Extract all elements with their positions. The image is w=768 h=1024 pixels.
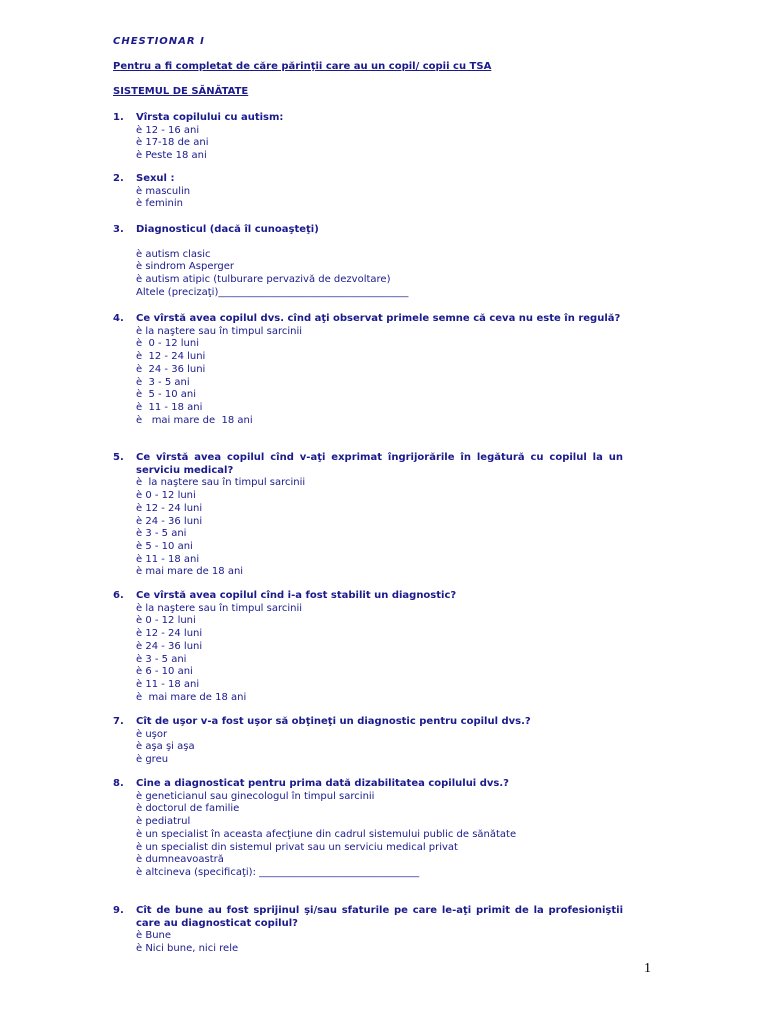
question-heading <box>113 905 623 930</box>
answer-option[interactable]: è 5 - 10 ani <box>136 540 193 552</box>
answer-option[interactable]: è 11 - 18 ani <box>136 401 203 413</box>
question-1 <box>113 112 623 163</box>
answer-option[interactable]: è 0 - 12 luni <box>136 615 196 627</box>
question-3 <box>113 224 623 300</box>
answer-option[interactable]: è feminin <box>136 198 183 210</box>
answer-option[interactable]: è dumneavoastră <box>136 854 224 866</box>
question-text: Diagnosticul (dacă îl cunoaşteţi) <box>136 224 319 235</box>
page-number: 1 <box>644 961 651 976</box>
option-list <box>136 791 623 880</box>
option-list <box>136 237 623 300</box>
question-number: 4. <box>113 313 124 324</box>
answer-option[interactable]: è 3 - 5 ani <box>136 653 187 665</box>
question-7 <box>113 716 623 767</box>
question-number: 9. <box>113 905 124 916</box>
answer-option[interactable]: è la naştere sau în timpul sarcinii <box>136 602 303 614</box>
answer-option[interactable]: è 6 - 10 ani <box>136 666 193 678</box>
answer-option[interactable]: è 12 - 24 luni <box>136 502 203 514</box>
question-heading <box>113 112 623 125</box>
answer-option[interactable]: è 12 - 16 ani <box>136 124 200 136</box>
question-heading <box>113 778 623 791</box>
question-text: Sexul : <box>136 173 175 184</box>
answer-option[interactable]: è autism clasic <box>136 248 211 260</box>
answer-option[interactable]: è sindrom Asperger <box>136 261 235 273</box>
answer-option[interactable]: è la naştere sau în timpul sarcinii <box>136 325 303 337</box>
option-list <box>136 603 623 705</box>
answer-option[interactable]: è mai mare de 18 ani <box>136 414 253 426</box>
answer-option[interactable]: è greu <box>136 754 169 766</box>
intro-line: Pentru a fi completat de căre părinţii care au un copil/ copii cu TSA <box>113 61 492 72</box>
question-number: 1. <box>113 112 124 123</box>
question-text: Cît de bune au fost sprijinul şi/sau sfaturile pe care le-aţi primit de la profesioniştii care au diagnosticat copilul? <box>136 905 623 929</box>
answer-option[interactable]: è uşor <box>136 728 168 740</box>
question-text: Ce vîrstă avea copilul cînd i-a fost stabilit un diagnostic? <box>136 590 457 601</box>
answer-option[interactable]: Altele (precizaţi)______________________________________ <box>136 286 409 298</box>
question-text: Ce vîrstă avea copilul cînd v-aţi exprimat îngrijorările în legătură cu copilul la un serviciu medical? <box>136 452 623 476</box>
answer-option[interactable]: è 12 - 24 luni <box>136 351 206 363</box>
option-list <box>136 477 623 579</box>
answer-option[interactable]: è 0 - 12 luni <box>136 490 196 502</box>
answer-option[interactable]: è doctorul de familie <box>136 803 240 815</box>
answer-option[interactable]: è masculin <box>136 185 191 197</box>
question-heading <box>113 716 623 729</box>
question-heading <box>113 173 623 186</box>
question-number: 8. <box>113 778 124 789</box>
answer-option[interactable]: è la naştere sau în timpul sarcinii <box>136 477 306 489</box>
question-6 <box>113 590 623 704</box>
answer-option[interactable]: è 3 - 5 ani <box>136 528 187 540</box>
option-list <box>136 326 623 428</box>
answer-option[interactable]: è 0 - 12 luni <box>136 338 199 350</box>
answer-option[interactable]: è 17-18 de ani <box>136 137 209 149</box>
question-9 <box>113 905 623 956</box>
question-5 <box>113 452 623 579</box>
option-list <box>136 729 623 767</box>
answer-option[interactable]: è autism atipic (tulburare pervazivă de dezvoltare) <box>136 274 391 286</box>
question-number: 3. <box>113 224 124 235</box>
question-8 <box>113 778 623 880</box>
answer-option[interactable]: è geneticianul sau ginecologul în timpul sarcinii <box>136 790 375 802</box>
answer-option[interactable]: è 24 - 36 luni <box>136 640 203 652</box>
question-number: 7. <box>113 716 124 727</box>
answer-option[interactable]: è mai mare de 18 ani <box>136 691 247 703</box>
question-heading <box>113 224 623 237</box>
answer-option[interactable]: è aşa şi aşa <box>136 741 195 753</box>
question-text: Ce vîrstă avea copilul dvs. cînd aţi observat primele semne că ceva nu este în regulă? <box>136 313 621 324</box>
question-heading <box>113 313 623 326</box>
option-list <box>136 125 623 163</box>
answer-option[interactable]: è altcineva (specificaţi): ________________________________ <box>136 866 420 878</box>
answer-option[interactable]: è un specialist în aceasta afecţiune din cadrul sistemului public de sănătate <box>136 828 517 840</box>
answer-option[interactable]: è 11 - 18 ani <box>136 553 200 565</box>
answer-option[interactable]: è 24 - 36 luni <box>136 515 203 527</box>
question-heading <box>113 452 623 477</box>
spacer <box>136 237 623 249</box>
question-2 <box>113 173 623 211</box>
answer-option[interactable]: è pediatrul <box>136 816 191 828</box>
answer-option[interactable]: è Peste 18 ani <box>136 150 207 162</box>
answer-option[interactable]: è un specialist din sistemul privat sau un serviciu medical privat <box>136 841 458 853</box>
section-heading: SISTEMUL DE SĂNĂTATE <box>113 86 249 97</box>
page-title: CHESTIONAR I <box>113 36 205 47</box>
question-number: 5. <box>113 452 124 463</box>
answer-option[interactable]: è 24 - 36 luni <box>136 363 206 375</box>
question-4 <box>113 313 623 427</box>
answer-option[interactable]: è 5 - 10 ani <box>136 389 196 401</box>
answer-option[interactable]: è 3 - 5 ani <box>136 376 190 388</box>
question-heading <box>113 590 623 603</box>
answer-option[interactable]: è 12 - 24 luni <box>136 628 203 640</box>
question-text: Cine a diagnosticat pentru prima dată dizabilitatea copilului dvs.? <box>136 778 509 789</box>
question-text: Vîrsta copilului cu autism: <box>136 112 284 123</box>
question-text: Cît de uşor v-a fost uşor să obţineţi un diagnostic pentru copilul dvs.? <box>136 716 531 727</box>
option-list <box>136 186 623 211</box>
answer-option[interactable]: è Bune <box>136 930 172 942</box>
answer-option[interactable]: è mai mare de 18 ani <box>136 566 244 578</box>
answer-option[interactable]: è 11 - 18 ani <box>136 678 200 690</box>
answer-option[interactable]: è Nici bune, nici rele <box>136 943 239 955</box>
option-list <box>136 930 623 955</box>
question-number: 2. <box>113 173 124 184</box>
question-number: 6. <box>113 590 124 601</box>
